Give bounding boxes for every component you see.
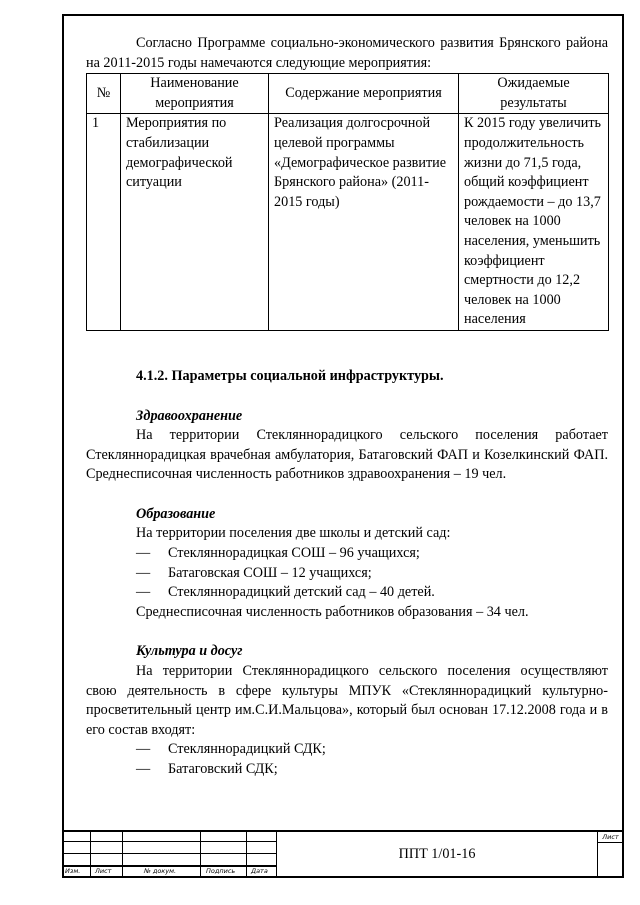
document-code: ППТ 1/01-16 <box>398 846 476 862</box>
health-title: Здравоохранение <box>136 407 243 424</box>
header-content: Содержание мероприятия <box>269 74 459 114</box>
list-item-text: Батаговская СОШ – 12 учащихся; <box>168 564 372 581</box>
cell-name: Мероприятия по стабилизации демографической ситуации <box>121 114 269 331</box>
stamp-row-line <box>62 853 277 854</box>
table-row <box>87 114 609 331</box>
stamp-row-line <box>62 841 277 842</box>
cell-num: 1 <box>87 114 121 331</box>
list-item <box>136 760 608 780</box>
dash-marker: — <box>136 545 151 562</box>
stamp-sheet-line <box>597 842 624 843</box>
header-num: № <box>87 74 121 114</box>
list-item-text: Стекляннорадицкая СОШ – 96 учащихся; <box>168 545 420 562</box>
list-item <box>136 564 608 584</box>
culture-title: Культура и досуг <box>136 643 243 660</box>
table-header-row <box>87 74 609 114</box>
list-item <box>136 583 608 603</box>
list-item-text: Батаговский СДК; <box>168 761 278 777</box>
document-body <box>86 34 608 780</box>
list-item <box>136 544 608 564</box>
caption-list: Лист <box>95 867 112 875</box>
dash-marker: — <box>136 741 151 758</box>
cell-content: Реализация долгосрочной целевой программы «Демографическое развитие Брянского района» (2011-2015 годы) <box>269 114 459 331</box>
title-block <box>62 830 624 878</box>
list-item-text: Стекляннорадицкий детский сад – 40 детей. <box>168 584 435 601</box>
stamp-col-line <box>246 830 247 878</box>
education-intro: На территории поселения две школы и детский сад: <box>136 525 451 542</box>
list-item-text: Стекляннорадицкий СДК; <box>168 741 326 758</box>
measures-table <box>86 73 609 331</box>
sheet-label: Лист <box>602 833 619 841</box>
caption-doc-num: № докум. <box>144 867 177 875</box>
cell-result: К 2015 году увеличить продолжительность жизни до 71,5 года, общий коэффициент рождаемости – до 13,7 человек на 1000 населения, уменьшить коэффициент смертности до 12,2 человек на 1000 населения <box>459 114 609 331</box>
list-item <box>136 740 608 760</box>
education-staff: Среднесписочная численность работников образования – 34 чел. <box>136 603 529 620</box>
dash-marker: — <box>136 761 151 777</box>
intro-paragraph: Согласно Программе социально-экономического развития Брянского района на 2011-2015 годы намечаются следующие мероприятия: <box>86 35 608 71</box>
health-text: На территории Стекляннорадицкого сельского поселения работает Стекляннорадицкая врачебная амбулатория, Батаговский ФАП и Козелкинский ФАП. Среднесписочная численность работников здравоохранения – 19 чел. <box>86 427 608 483</box>
stamp-col-line <box>122 830 123 878</box>
header-name: Наименование мероприятия <box>121 74 269 114</box>
dash-marker: — <box>136 584 151 601</box>
culture-text: На территории Стекляннорадицкого сельского поселения осуществляют свою деятельность в сфере культуры МПУК «Стекляннорадицкий культурно-просветительный центр им.С.И.Мальцова», который был основан 17.12.2008 года и в его состав входят: <box>86 663 608 738</box>
stamp-col-line <box>200 830 201 878</box>
stamp-top-line <box>62 830 624 832</box>
education-title: Образование <box>136 505 216 522</box>
stamp-col-line <box>90 830 91 878</box>
section-heading: 4.1.2. Параметры социальной инфраструктуры. <box>136 367 444 384</box>
caption-izm: Изм. <box>65 867 81 875</box>
caption-date: Дата <box>251 867 268 875</box>
header-result: Ожидаемые результаты <box>459 74 609 114</box>
dash-marker: — <box>136 564 151 581</box>
caption-signature: Подпись <box>206 867 236 875</box>
